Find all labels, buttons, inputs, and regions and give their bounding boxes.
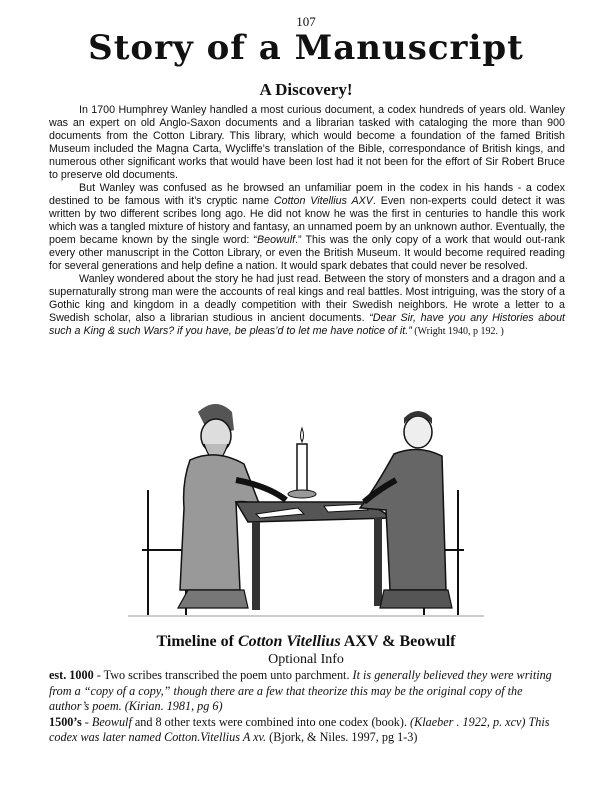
timeline-entry-text: and 8 other texts were combined into one codex (book). — [131, 714, 411, 729]
writing-table — [236, 502, 392, 610]
timeline-entry-note: (Klaeber . 1922, p. xcv) This codex was later named Cotton.Vitellius A xv. — [49, 714, 550, 744]
timeline-subtitle: Optional Info — [268, 652, 344, 667]
letter-quote: “Dear Sir, have you any Histories about such a King & such Wars? if you have, be pleas’d to let me have notice of it.” — [49, 312, 566, 337]
manuscript-name: Cotton Vitellius AXV — [273, 195, 373, 207]
page-number: 107 — [296, 14, 316, 29]
timeline-title-pre: Timeline of — [156, 633, 238, 650]
paragraph-3-text: Wanley wondered about the story he had just read. Between the story of monsters and a dragon and a supernaturally strong man were the accounts of real kings and real battles. Most intriguing, was the story of a Gothic king and kingdom in a deadly competition with their Swedish neighbors. He wrote a letter to a Swedish scholar, also a librarian studious in ancient documents. — [49, 273, 565, 324]
timeline-title — [0, 633, 612, 651]
scribes-illustration — [128, 390, 484, 620]
poem-name: Beowulf — [257, 234, 296, 246]
paragraph-2-text-a: But Wanley was confused as he browsed an unfamiliar poem in the codex in his hands - a codex destined to be famous with it’s cryptic name — [49, 182, 565, 207]
timeline-date: est. 1000 — [49, 668, 94, 682]
candle — [288, 428, 316, 498]
section-heading: A Discovery! — [259, 80, 353, 99]
page-title: Story of a Manuscript — [88, 28, 524, 68]
timeline-entry-citation: (Bjork, & Niles. 1997, pg 1-3) — [266, 730, 418, 744]
timeline-entry-text: - Two scribes transcribed the poem unto parchment. — [93, 668, 353, 682]
paragraph-1: In 1700 Humphrey Wanley handled a most curious document, a codex hundreds of years old. Wanley was an expert on old Anglo-Saxon documents and a librarian tasked with cataloging the more than 900 documents from the Cotton Library. This library, which would become a foundation of the famed British Museum included the Magna Carta, Wycliffe’s translation of the Bible, correspondance of British kings, and numerous other significant works that would have been lost had it not been for the effort of Sir Robert Bruce to preserve old documents. — [49, 104, 565, 181]
paragraph-3 — [49, 273, 565, 338]
timeline-title-manuscript: Cotton Vitellius — [237, 633, 341, 650]
timeline-entry-note: It is generally believed they were writing from a “copy of a copy,” though there are a few that theorize this may be the original copy of the author’s poem. (Kirian. 1981, pg 6) — [49, 668, 552, 713]
paragraph-2 — [49, 182, 565, 273]
citation: (Wright 1940, p 192. ) — [411, 326, 504, 337]
timeline-date: 1500’s — [49, 714, 82, 729]
timeline-title-post: AXV & Beowulf — [340, 633, 456, 650]
paragraph-2-text-c: .” This was the only copy of a work that would out-rank every other manuscript in the Cotton Library, or even the British Museum. It would become required reading for several generations and help define a nation. It would spark debates that could never be resolved. — [49, 234, 565, 272]
timeline-entry-poem: Beowulf — [91, 714, 132, 729]
paragraph-2-text-b: . Even non-experts could detect it was written by two different scribes long ago. He did not know he was the first in centuries to handle this work which was a tangled mixture of history and fantasy, an unnamed poem by an unknown author. Eventually, the poem became known by the single word: “ — [49, 195, 565, 246]
timeline-entry — [49, 715, 565, 746]
body-text — [49, 104, 565, 338]
timeline-entry-text: - — [81, 714, 92, 729]
young-scribe-figure — [360, 411, 452, 608]
timeline-list — [49, 668, 565, 746]
timeline-entry — [49, 668, 565, 715]
